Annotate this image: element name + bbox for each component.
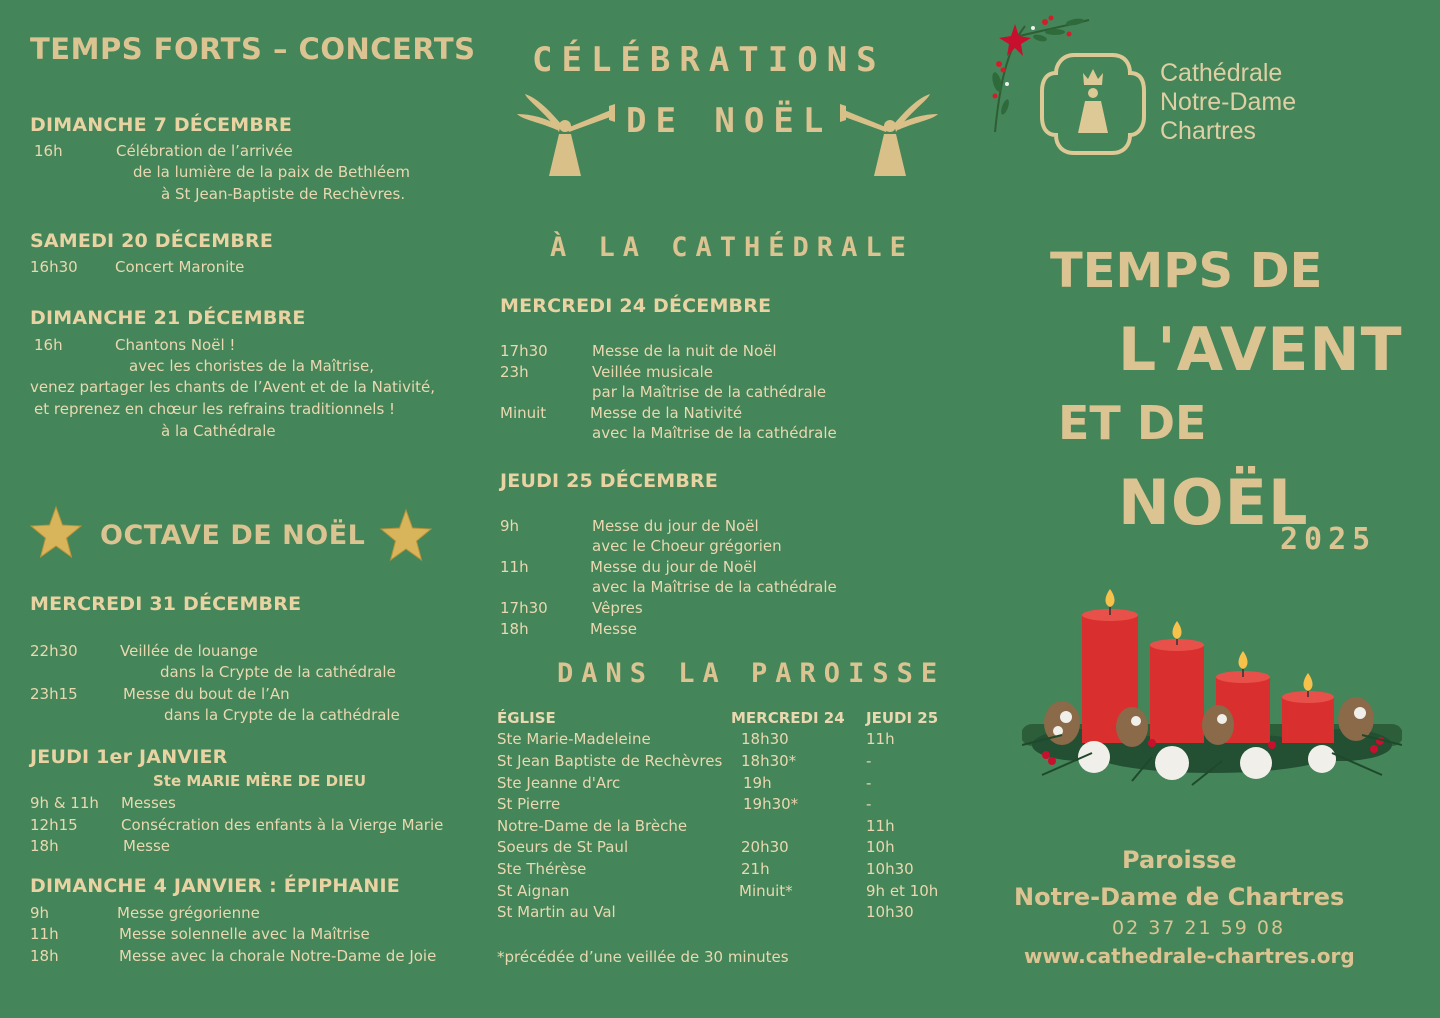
description: Messe du jour de Noël	[590, 558, 757, 576]
table-row	[497, 901, 938, 923]
cell: Ste Marie-Madeleine	[497, 730, 651, 749]
logo-line: Notre-Dame	[1160, 88, 1297, 116]
logo-text	[1160, 59, 1296, 146]
cell: Notre-Dame de la Brèche	[497, 816, 688, 835]
cell: St Pierre	[497, 795, 561, 814]
description: Veillée musicale	[592, 363, 713, 381]
cell: 10h	[866, 838, 895, 857]
schedule-row	[500, 598, 940, 619]
description: Messe solennelle avec la Maîtrise	[119, 925, 370, 943]
time: 9h	[30, 904, 50, 922]
schedule-row	[30, 641, 470, 662]
cell: St Martin au Val	[497, 903, 616, 922]
octave-title: OCTAVE DE NOËL	[100, 520, 366, 551]
schedule-row	[34, 335, 474, 356]
cell: 10h30	[866, 903, 914, 922]
headline-line: NOËL	[1118, 466, 1309, 539]
schedule-row	[30, 684, 470, 705]
description-line: et reprenez en chœur les refrains traditionnels !	[34, 400, 396, 418]
cell	[731, 815, 866, 837]
day-subtitle: Ste MARIE MÈRE DE DIEU	[153, 772, 367, 790]
time: 11h	[500, 558, 529, 576]
description: Célébration de l’arrivée	[116, 142, 293, 160]
description: Veillée de louange	[120, 642, 258, 660]
description-line: de la lumière de la paix de Bethléem	[133, 163, 410, 181]
cell: 21h	[741, 859, 770, 878]
parish-name: Paroisse	[1122, 846, 1237, 874]
star-icon	[28, 505, 84, 561]
phone-number: 02 37 21 59 08	[1112, 917, 1286, 939]
description: Messe de la Nativité	[590, 404, 743, 422]
day-heading: DIMANCHE 7 DÉCEMBRE	[30, 114, 293, 136]
table-row	[497, 750, 938, 772]
time: 23h	[500, 363, 529, 381]
description-line: à St Jean-Baptiste de Rechèvres.	[161, 185, 406, 203]
cell: 10h30	[866, 859, 914, 878]
cell: Soeurs de St Paul	[497, 838, 629, 857]
time: 12h15	[30, 816, 78, 834]
cell: 19h	[743, 773, 772, 792]
day-heading: DIMANCHE 4 JANVIER : ÉPIPHANIE	[30, 875, 400, 897]
cell: -	[866, 795, 872, 814]
cell: 9h et 10h	[866, 881, 939, 900]
cell: 11h	[866, 730, 895, 749]
schedule-row	[30, 257, 470, 278]
schedule-row	[30, 836, 470, 857]
description: Concert Maronite	[115, 258, 245, 276]
cathedral-title: À LA CATHÉDRALE	[550, 232, 914, 263]
time: Minuit	[500, 404, 547, 422]
time: 18h	[500, 620, 529, 638]
description-line: avec le Choeur grégorien	[592, 537, 782, 555]
cell: St Aignan	[497, 881, 570, 900]
day-heading: JEUDI 1er JANVIER	[30, 746, 228, 768]
description: Messe	[123, 837, 171, 855]
description: Messe grégorienne	[117, 904, 260, 922]
schedule-row	[500, 362, 940, 383]
time: 9h	[500, 517, 520, 535]
schedule-row	[30, 946, 470, 967]
footnote: *précédée d’une veillée de 30 minutes	[497, 948, 789, 966]
description: Messe du bout de l’An	[123, 685, 290, 703]
description: Consécration des enfants à la Vierge Marie	[121, 816, 444, 834]
cell: Minuit*	[739, 881, 793, 900]
description: Vêpres	[592, 599, 643, 617]
logo-line: Cathédrale	[1160, 59, 1283, 87]
time: 11h	[30, 925, 59, 943]
cell: -	[866, 751, 872, 770]
description-line: dans la Crypte de la cathédrale	[164, 706, 400, 724]
schedule-row	[34, 141, 474, 162]
table-row	[497, 858, 938, 880]
description-line: avec les choristes de la Maîtrise,	[129, 357, 375, 375]
celebrations-subtitle: DE NOËL	[626, 101, 833, 141]
time: 22h30	[30, 642, 78, 660]
schedule-row	[500, 557, 940, 578]
day-heading: DIMANCHE 21 DÉCEMBRE	[30, 307, 306, 329]
headline-line: TEMPS DE	[1050, 243, 1323, 299]
day-heading: SAMEDI 20 DÉCEMBRE	[30, 230, 274, 252]
cell: 18h30*	[741, 751, 797, 770]
description: Messe de la nuit de Noël	[592, 342, 777, 360]
description: Messe	[590, 620, 638, 638]
description: Messe du jour de Noël	[592, 517, 759, 535]
star-icon	[378, 508, 434, 564]
column-header: MERCREDI 24	[731, 708, 845, 727]
table-row	[497, 880, 938, 902]
cell: 11h	[866, 816, 895, 835]
cell: 19h30*	[743, 795, 799, 814]
year: 2025	[1280, 522, 1377, 557]
description-line: à la Cathédrale	[161, 422, 276, 440]
cell: 18h30	[741, 730, 789, 749]
angel-trumpet-icon	[840, 92, 940, 182]
column-header: ÉGLISE	[497, 708, 556, 727]
time: 17h30	[500, 599, 548, 617]
schedule-row	[30, 924, 470, 945]
headline-line: ET DE	[1058, 396, 1207, 450]
cathedral-logo	[1038, 51, 1148, 157]
time: 9h & 11h	[30, 794, 99, 812]
cell: -	[866, 773, 872, 792]
column-header: JEUDI 25	[866, 708, 939, 727]
day-heading: MERCREDI 31 DÉCEMBRE	[30, 593, 302, 615]
parish-title: DANS LA PAROISSE	[557, 658, 946, 689]
table-header-row	[497, 707, 938, 729]
description-line: par la Maîtrise de la cathédrale	[592, 383, 827, 401]
description-line: avec la Maîtrise de la cathédrale	[592, 424, 837, 442]
time: 23h15	[30, 685, 78, 703]
schedule-row	[30, 815, 470, 836]
advent-wreath-icon	[1022, 585, 1402, 805]
parish-name: Notre-Dame de Chartres	[1014, 883, 1345, 911]
time: 18h	[30, 837, 59, 855]
table-row	[497, 793, 938, 815]
cell: 20h30	[741, 838, 789, 857]
description-line: venez partager les chants de l’Avent et de la Nativité,	[30, 378, 436, 396]
logo-line: Chartres	[1160, 117, 1256, 145]
cell: Ste Thérèse	[497, 859, 587, 878]
description-line: dans la Crypte de la cathédrale	[160, 663, 396, 681]
time: 18h	[30, 947, 59, 965]
schedule-row	[500, 403, 940, 424]
description-line: avec la Maîtrise de la cathédrale	[592, 578, 837, 596]
time: 16h	[34, 336, 63, 354]
day-heading: MERCREDI 24 DÉCEMBRE	[500, 295, 772, 317]
parish-table	[497, 707, 938, 923]
table-row	[497, 815, 938, 837]
table-row	[497, 772, 938, 794]
table-row	[497, 729, 938, 751]
schedule-row	[30, 793, 470, 814]
table-row	[497, 837, 938, 859]
cell	[731, 901, 866, 923]
angel-trumpet-icon	[515, 92, 615, 182]
time: 16h	[34, 142, 63, 160]
website-link[interactable]: www.cathedrale-chartres.org	[1024, 944, 1355, 968]
day-heading: JEUDI 25 DÉCEMBRE	[500, 470, 719, 492]
time: 16h30	[30, 258, 78, 276]
headline-line: L'AVENT	[1118, 315, 1403, 385]
schedule-row	[500, 619, 940, 640]
schedule-row	[500, 516, 940, 537]
cell: St Jean Baptiste de Rechèvres	[497, 751, 723, 770]
schedule-row	[500, 341, 940, 362]
cell: Ste Jeanne d'Arc	[497, 773, 621, 792]
description: Chantons Noël !	[115, 336, 236, 354]
time: 17h30	[500, 342, 548, 360]
schedule-row	[30, 903, 470, 924]
concerts-title: TEMPS FORTS – CONCERTS	[30, 32, 476, 66]
celebrations-title: CÉLÉBRATIONS	[532, 40, 886, 80]
description: Messe avec la chorale Notre-Dame de Joie	[119, 947, 437, 965]
description: Messes	[121, 794, 176, 812]
